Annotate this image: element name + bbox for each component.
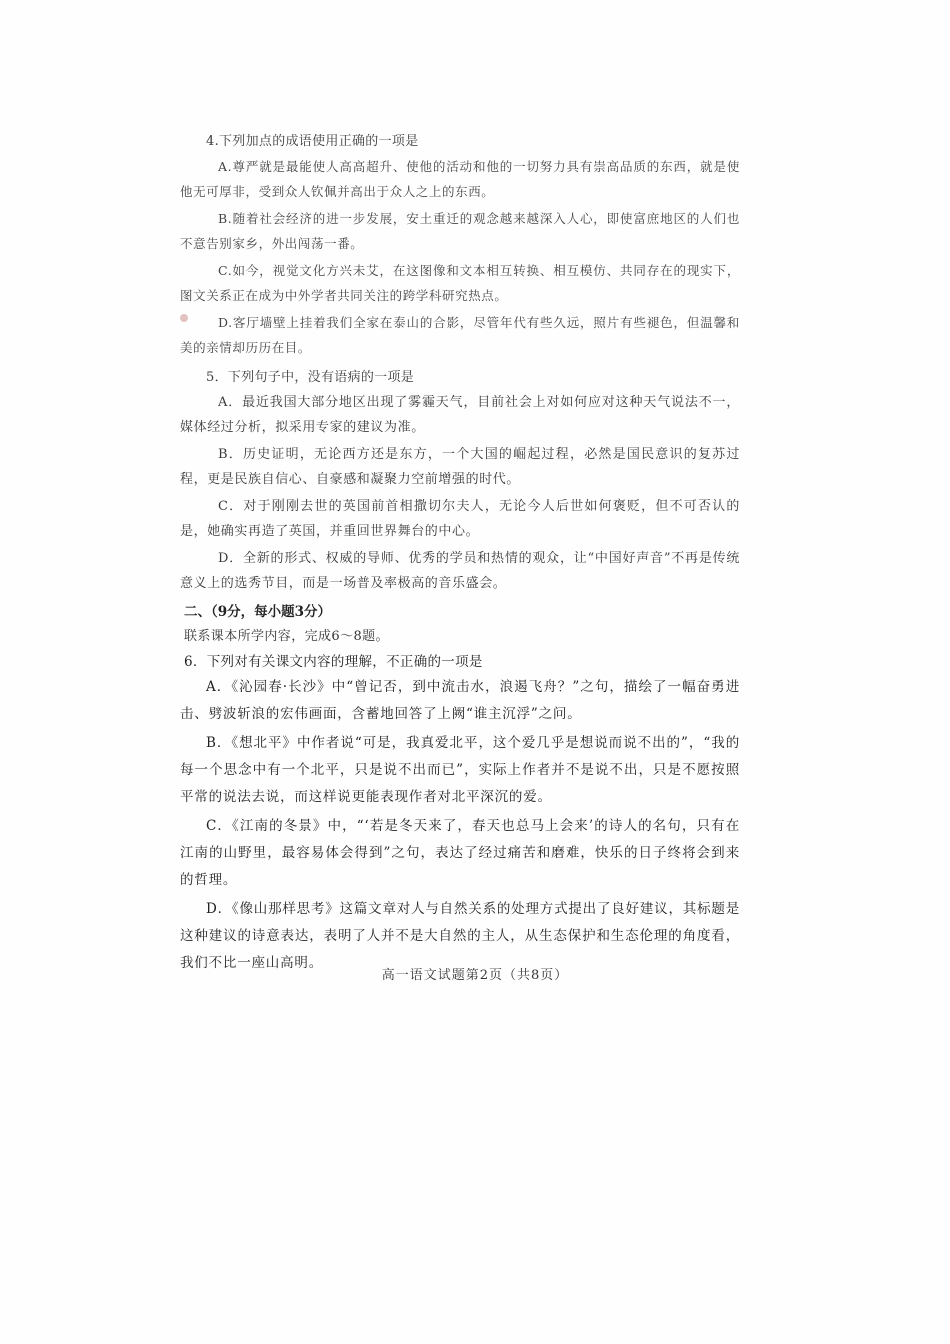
question-4-option-a: A.尊严就是最能使人高高超升、使他的活动和他的一切努力具有崇高品质的东西，就是使他无可厚非，受到众人钦佩并高出于众人之上的东西。 [180,159,740,199]
question-4 [180,132,740,360]
question-4-option-c: C.如今，视觉文化方兴未艾，在这图像和文本相互转换、相互模仿、共同存在的现实下，图文关系正在成为中外学者共同关注的跨学科研究热点。 [180,263,740,303]
question-6-option-b: B．《想北平》中作者说“可是，我真爱北平，这个爱几乎是想说而说不出的”，“我的每一个思念中有一个北平，只是说不出而已”，实际上作者并不是说不出，只是不愿按照平常的说法去说，而这样说更能表现作者对北平深沉的爱。 [180,735,740,805]
question-5-option-a: A．最近我国大部分地区出现了雾霾天气，目前社会上对如何应对这种天气说法不一，媒体经过分析，拟采用专家的建议为准。 [180,395,740,435]
page-content [180,132,740,979]
question-4-title: 4.下列加点的成语使用正确的一项是 [206,134,419,149]
question-5-option-c: C．对于刚刚去世的英国前首相撒切尔夫人，无论今人后世如何褒贬，但不可否认的是，她确实再造了英国，并重回世界舞台的中心。 [180,499,740,539]
question-6-option-a: A．《沁园春·长沙》中“曾记否，到中流击水，浪遏飞舟？”之句，描绘了一幅奋勇进击、劈波斩浪的宏伟画面，含蓄地回答了上阙“谁主沉浮”之问。 [180,679,740,722]
question-4-option-d: D.客厅墙壁上挂着我们全家在泰山的合影，尽管年代有些久远，照片有些褪色，但温馨和美的亲情却历历在目。 [180,315,740,355]
question-5-option-d: D．全新的形式、权威的导师、优秀的学员和热情的观众，让“中国好声音”不再是传统意义上的选秀节目，而是一场普及率极高的音乐盛会。 [180,551,740,591]
question-5 [180,368,740,596]
question-5-option-b: B．历史证明，无论西方还是东方，一个大国的崛起过程，必然是国民意识的复苏过程，更是民族自信心、自豪感和凝聚力空前增强的时代。 [180,447,740,487]
question-6 [180,652,740,977]
page-footer: 高一语文试题第2页（共8页） [381,968,569,983]
question-6-option-c: C．《江南的冬景》中，“‘若是冬天来了，春天也总马上会来’的诗人的名句，只有在江南的山野里，最容易体会得到”之句，表达了经过痛苦和磨难，快乐的日子终将会到来的哲理。 [180,818,740,888]
question-6-title: 6．下列对有关课文内容的理解，不正确的一项是 [184,654,483,670]
question-5-title: 5．下列句子中，没有语病的一项是 [206,370,415,385]
question-4-option-b: B.随着社会经济的进一步发展，安土重迁的观念越来越深入人心，即使富庶地区的人们也不意告别家乡，外出闯荡一番。 [180,211,740,251]
section-2-instruction: 联系课本所学内容，完成6～8题。 [184,629,389,644]
section-2-header: 二、（9分，每小题3分） [184,604,332,620]
question-6-option-d: D．《像山那样思考》这篇文章对人与自然关系的处理方式提出了良好建议，其标题是这种建议的诗意表达，表明了人并不是大自然的主人，从生态保护和生态伦理的角度看，我们不比一座山高明。 [180,901,740,971]
